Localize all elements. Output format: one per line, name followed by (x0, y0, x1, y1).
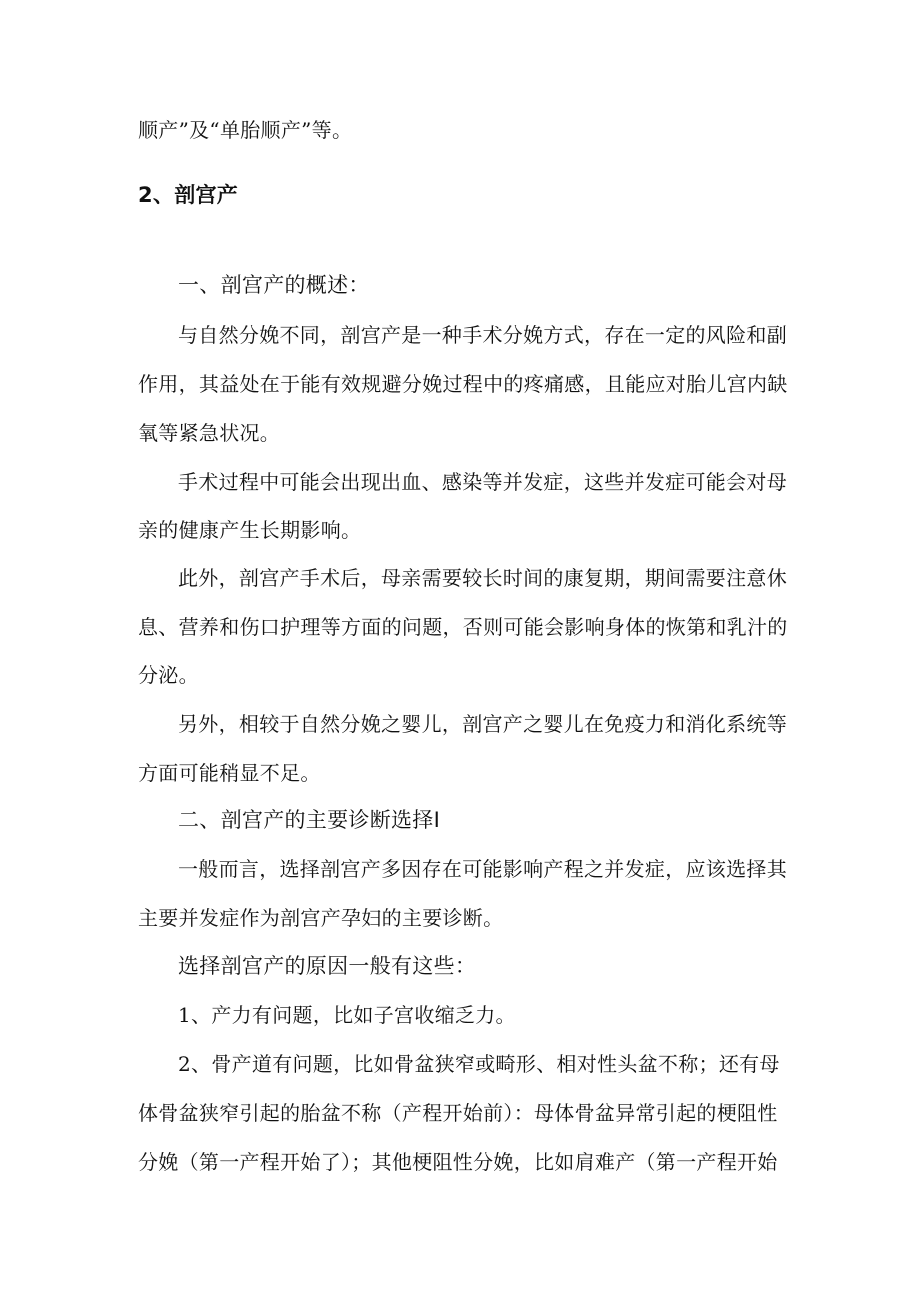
paragraph-line: 分娩（第一产程开始了）；其他梗阻性分娩，比如肩难产（第一产程开始 (138, 1150, 778, 1174)
list-item: 2、骨产道有问题，比如骨盆狭窄或畸形、相对性头盆不称；还有母 (178, 1052, 780, 1076)
text-line-continuation: 顺产”及“单胎顺产”等。 (138, 118, 353, 142)
paragraph-line: 一般而言，选择剖宫产多因存在可能影响产程之并发症，应该选择其 (178, 857, 787, 881)
paragraph-line: 体骨盆狭窄引起的胎盆不称（产程开始前）：母体骨盆异常引起的梗阻性 (138, 1101, 778, 1125)
list-item: 1、产力有问题，比如子宫收缩乏力。 (178, 1003, 516, 1027)
subheading-diagnosis: 二、剖宫产的主要诊断选择I (178, 808, 441, 832)
paragraph-line: 亲的健康产生长期影响。 (138, 518, 362, 542)
paragraph-line: 氧等紧急状况。 (138, 421, 281, 445)
paragraph-line: 此外，剖宫产手术后，母亲需要较长时间的康复期，期间需要注意休 (178, 566, 787, 590)
paragraph-line: 作用，其益处在于能有效规避分娩过程中的疼痛感，且能应对胎儿宫内缺 (138, 372, 788, 396)
paragraph-line: 主要并发症作为剖宫产孕妇的主要诊断。 (138, 906, 504, 930)
paragraph-line: 息、营养和伤口护理等方面的问题，否则可能会影响身体的恢第和乳汁的 (138, 615, 788, 639)
paragraph-line: 另外，相较于自然分娩之婴儿，剖宫产之婴儿在免疫力和消化系统等 (178, 712, 787, 736)
paragraph-line: 分泌。 (138, 663, 199, 687)
subheading-reasons: 选择剖宫产的原因一般有这些： (178, 954, 477, 978)
section-heading: 2、剖宫产 (138, 183, 239, 207)
paragraph-line: 方面可能稍显不足。 (138, 761, 321, 785)
subheading-overview: 一、剖宫产的概述： (178, 273, 370, 297)
paragraph-line: 与自然分娩不同，剖宫产是一种手术分娩方式，存在一定的风险和副 (178, 323, 787, 347)
paragraph-line: 手术过程中可能会出现出血、感染等并发症，这些并发症可能会对母 (178, 470, 787, 494)
